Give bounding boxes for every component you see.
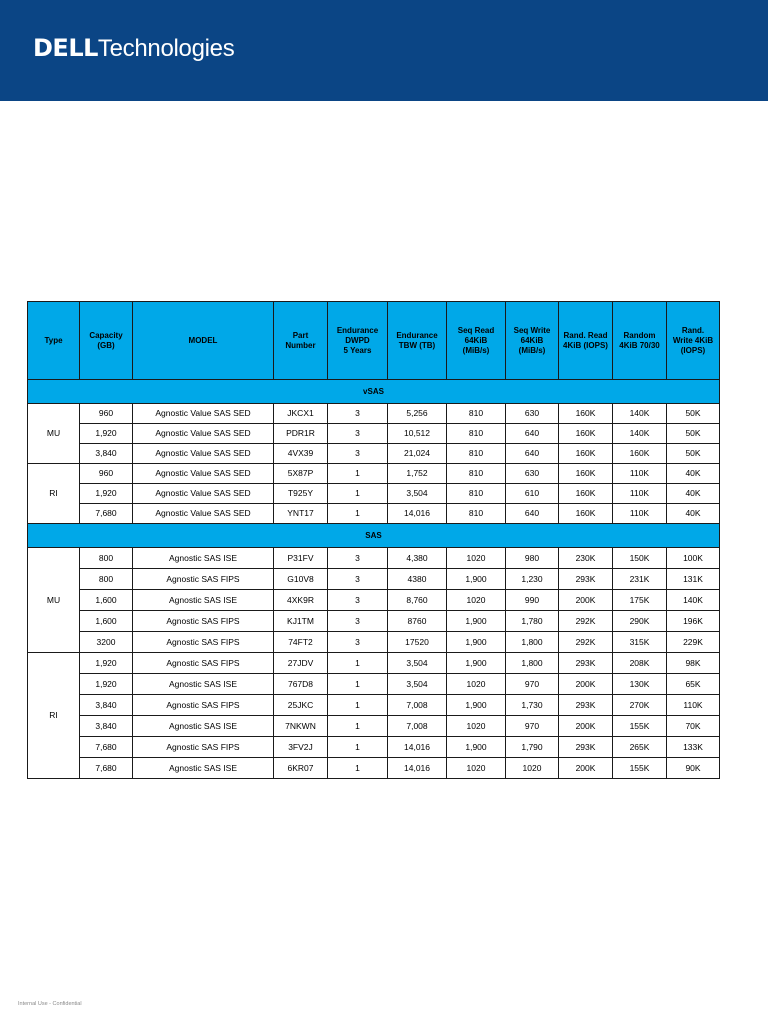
table-row	[28, 590, 720, 611]
table-cell: 200K	[559, 758, 613, 779]
table-cell: JKCX1	[274, 404, 328, 424]
table-cell: 3,840	[80, 695, 133, 716]
table-cell: 7,008	[388, 695, 447, 716]
table-cell: 3	[328, 404, 388, 424]
column-header-label: Endurance DWPD 5 Years	[336, 325, 379, 355]
ssd-spec-table	[27, 301, 720, 779]
table-cell: 3	[328, 444, 388, 464]
table-body	[28, 380, 720, 779]
table-cell: 3	[328, 611, 388, 632]
table-cell: 3FV2J	[274, 737, 328, 758]
table-row	[28, 444, 720, 464]
column-header	[80, 302, 133, 380]
table-cell: 230K	[559, 548, 613, 569]
table-cell: 70K	[667, 716, 720, 737]
table-cell: 140K	[667, 590, 720, 611]
table-cell: 640	[506, 444, 559, 464]
table-cell: 800	[80, 569, 133, 590]
table-cell: 810	[447, 404, 506, 424]
table-cell: 8760	[388, 611, 447, 632]
table-cell: 1020	[447, 716, 506, 737]
table-cell: 110K	[613, 504, 667, 524]
table-row	[28, 404, 720, 424]
table-cell: 40K	[667, 484, 720, 504]
table-cell: 208K	[613, 653, 667, 674]
column-header	[328, 302, 388, 380]
table-cell: 1,920	[80, 484, 133, 504]
table-cell: Agnostic SAS ISE	[133, 548, 274, 569]
table-cell: 1	[328, 504, 388, 524]
table-cell: 1020	[506, 758, 559, 779]
table-cell: 1	[328, 674, 388, 695]
table-cell: 14,016	[388, 737, 447, 758]
table-cell: 630	[506, 404, 559, 424]
section-row	[28, 380, 720, 404]
table-row	[28, 548, 720, 569]
table-cell: 1	[328, 695, 388, 716]
table-cell: 3,504	[388, 484, 447, 504]
table-cell: 1,920	[80, 653, 133, 674]
table-row	[28, 504, 720, 524]
table-cell: 990	[506, 590, 559, 611]
table-cell: 160K	[559, 404, 613, 424]
table-cell: 5,256	[388, 404, 447, 424]
table-cell: 160K	[613, 444, 667, 464]
column-header	[667, 302, 720, 380]
table-cell: Agnostic SAS FIPS	[133, 569, 274, 590]
table-cell: 1,752	[388, 464, 447, 484]
table-cell: 4380	[388, 569, 447, 590]
table-cell: 7,680	[80, 758, 133, 779]
table-cell: 1,900	[447, 611, 506, 632]
table-cell: 14,016	[388, 504, 447, 524]
table-cell: 21,024	[388, 444, 447, 464]
table-cell: 293K	[559, 653, 613, 674]
table-cell: 7,008	[388, 716, 447, 737]
column-header-label: MODEL	[188, 335, 218, 345]
table-cell: 3	[328, 548, 388, 569]
table-cell: 1	[328, 653, 388, 674]
table-row	[28, 464, 720, 484]
table-cell: 110K	[667, 695, 720, 716]
logo-brand: DELL	[33, 34, 98, 62]
table-cell: 131K	[667, 569, 720, 590]
table-cell: 65K	[667, 674, 720, 695]
column-header	[28, 302, 80, 380]
table-cell: 810	[447, 504, 506, 524]
table-cell: 1020	[447, 674, 506, 695]
column-header-label: Type	[44, 335, 63, 345]
table-cell: 1,900	[447, 653, 506, 674]
table-row	[28, 674, 720, 695]
table-cell: 1,230	[506, 569, 559, 590]
table-cell: 1,900	[447, 737, 506, 758]
header-bar	[0, 0, 768, 101]
table-cell: 10,512	[388, 424, 447, 444]
table-cell: Agnostic Value SAS SED	[133, 424, 274, 444]
table-cell: 27JDV	[274, 653, 328, 674]
footer-text: Internal Use - Confidential	[18, 1001, 82, 1007]
table-cell: 8,760	[388, 590, 447, 611]
table-cell: 800	[80, 548, 133, 569]
table-cell: 175K	[613, 590, 667, 611]
dell-technologies-logo	[33, 34, 234, 64]
table-cell: 3	[328, 632, 388, 653]
table-cell: 1,900	[447, 632, 506, 653]
table-cell: G10V8	[274, 569, 328, 590]
table-cell: 3,840	[80, 444, 133, 464]
table-cell: 4VX39	[274, 444, 328, 464]
table-cell: 90K	[667, 758, 720, 779]
table-cell: 160K	[559, 444, 613, 464]
table-cell: 970	[506, 716, 559, 737]
table-cell: 1,900	[447, 569, 506, 590]
table-cell: 3	[328, 424, 388, 444]
table-cell: 100K	[667, 548, 720, 569]
table-cell: 315K	[613, 632, 667, 653]
table-cell: T925Y	[274, 484, 328, 504]
type-cell: MU	[28, 548, 80, 653]
table-cell: 1,800	[506, 632, 559, 653]
table-cell: 980	[506, 548, 559, 569]
table-cell: Agnostic SAS FIPS	[133, 695, 274, 716]
table-cell: 1,790	[506, 737, 559, 758]
table-cell: 155K	[613, 758, 667, 779]
table-cell: 292K	[559, 632, 613, 653]
table-cell: 1020	[447, 548, 506, 569]
table-row	[28, 569, 720, 590]
table-cell: 229K	[667, 632, 720, 653]
table-cell: 960	[80, 404, 133, 424]
table-cell: 196K	[667, 611, 720, 632]
table-cell: 293K	[559, 569, 613, 590]
column-header	[447, 302, 506, 380]
table-cell: Agnostic SAS FIPS	[133, 632, 274, 653]
table-cell: P31FV	[274, 548, 328, 569]
section-label: SAS	[28, 524, 720, 548]
column-header	[133, 302, 274, 380]
table-cell: 160K	[559, 464, 613, 484]
table-cell: Agnostic SAS ISE	[133, 590, 274, 611]
table-cell: 1	[328, 758, 388, 779]
logo-suffix: Technologies	[97, 35, 235, 62]
table-cell: 50K	[667, 444, 720, 464]
table-cell: 810	[447, 484, 506, 504]
table-cell: Agnostic Value SAS SED	[133, 464, 274, 484]
table-cell: Agnostic SAS FIPS	[133, 611, 274, 632]
table-cell: 3,504	[388, 653, 447, 674]
table-cell: Agnostic SAS FIPS	[133, 653, 274, 674]
table-cell: 231K	[613, 569, 667, 590]
table-cell: 7,680	[80, 737, 133, 758]
column-header	[559, 302, 613, 380]
table-cell: 1020	[447, 590, 506, 611]
table-cell: 970	[506, 674, 559, 695]
table-cell: 1,730	[506, 695, 559, 716]
table-cell: 1	[328, 716, 388, 737]
table-cell: 270K	[613, 695, 667, 716]
table-cell: 17520	[388, 632, 447, 653]
table-cell: 160K	[559, 504, 613, 524]
table-cell: 810	[447, 424, 506, 444]
table-cell: 640	[506, 424, 559, 444]
table-cell: 160K	[559, 484, 613, 504]
table-cell: KJ1TM	[274, 611, 328, 632]
table-cell: 1,900	[447, 695, 506, 716]
table-row	[28, 484, 720, 504]
column-header	[388, 302, 447, 380]
section-row	[28, 524, 720, 548]
table-cell: Agnostic SAS ISE	[133, 758, 274, 779]
table-cell: 200K	[559, 590, 613, 611]
column-header-label: Seq Write 64KiB (MiB/s)	[513, 325, 551, 355]
type-cell: RI	[28, 653, 80, 779]
table-cell: Agnostic SAS ISE	[133, 716, 274, 737]
column-header-label: Rand. Write 4KiB (IOPS)	[672, 325, 714, 355]
table-cell: 3,504	[388, 674, 447, 695]
table-cell: Agnostic Value SAS SED	[133, 404, 274, 424]
table-cell: 150K	[613, 548, 667, 569]
table-cell: 767D8	[274, 674, 328, 695]
table-cell: 1020	[447, 758, 506, 779]
table-cell: 810	[447, 444, 506, 464]
table-cell: Agnostic SAS ISE	[133, 674, 274, 695]
column-header	[613, 302, 667, 380]
table-cell: 1	[328, 464, 388, 484]
table-row	[28, 611, 720, 632]
table-row	[28, 695, 720, 716]
table-cell: 1,600	[80, 590, 133, 611]
table-cell: 98K	[667, 653, 720, 674]
table-cell: 290K	[613, 611, 667, 632]
table-cell: 25JKC	[274, 695, 328, 716]
table-cell: 155K	[613, 716, 667, 737]
table-cell: YNT17	[274, 504, 328, 524]
type-cell: RI	[28, 464, 80, 524]
table-cell: 293K	[559, 695, 613, 716]
column-header	[274, 302, 328, 380]
table-cell: 3,840	[80, 716, 133, 737]
table-cell: 130K	[613, 674, 667, 695]
table-cell: 1,920	[80, 674, 133, 695]
table-cell: 1	[328, 484, 388, 504]
table-cell: 1	[328, 737, 388, 758]
column-header-label: Capacity (GB)	[89, 330, 123, 350]
table-row	[28, 716, 720, 737]
table-cell: 610	[506, 484, 559, 504]
table-cell: 40K	[667, 504, 720, 524]
table-cell: 140K	[613, 424, 667, 444]
table-cell: 74FT2	[274, 632, 328, 653]
table-row	[28, 424, 720, 444]
table-cell: Agnostic Value SAS SED	[133, 484, 274, 504]
table-cell: PDR1R	[274, 424, 328, 444]
table-cell: 960	[80, 464, 133, 484]
table-cell: 50K	[667, 424, 720, 444]
table-cell: 1,920	[80, 424, 133, 444]
table-cell: 200K	[559, 674, 613, 695]
section-label: vSAS	[28, 380, 720, 404]
table-cell: Agnostic SAS FIPS	[133, 737, 274, 758]
table-cell: 630	[506, 464, 559, 484]
table-row	[28, 737, 720, 758]
table-cell: 3	[328, 590, 388, 611]
table-row	[28, 653, 720, 674]
table-cell: 3	[328, 569, 388, 590]
table-cell: 5X87P	[274, 464, 328, 484]
table-cell: 640	[506, 504, 559, 524]
table-cell: 293K	[559, 737, 613, 758]
table-cell: 110K	[613, 464, 667, 484]
table-cell: 4,380	[388, 548, 447, 569]
table-cell: 265K	[613, 737, 667, 758]
table-cell: 133K	[667, 737, 720, 758]
column-header-label: Part Number	[285, 330, 316, 350]
table-cell: 50K	[667, 404, 720, 424]
column-header-label: Random 4KiB 70/30	[619, 330, 660, 350]
table-cell: 1,600	[80, 611, 133, 632]
table-cell: 6KR07	[274, 758, 328, 779]
table-cell: 292K	[559, 611, 613, 632]
table-header-row	[28, 302, 720, 380]
type-cell: MU	[28, 404, 80, 464]
table-cell: 40K	[667, 464, 720, 484]
table-cell: 1,800	[506, 653, 559, 674]
table-cell: Agnostic Value SAS SED	[133, 444, 274, 464]
table-cell: 110K	[613, 484, 667, 504]
table-cell: 200K	[559, 716, 613, 737]
table-cell: 140K	[613, 404, 667, 424]
table-cell: 7,680	[80, 504, 133, 524]
table-cell: Agnostic Value SAS SED	[133, 504, 274, 524]
column-header	[506, 302, 559, 380]
table-row	[28, 758, 720, 779]
column-header-label: Seq Read 64KiB (MiB/s)	[457, 325, 495, 355]
table-cell: 160K	[559, 424, 613, 444]
table-cell: 14,016	[388, 758, 447, 779]
table-cell: 4XK9R	[274, 590, 328, 611]
table-cell: 1,780	[506, 611, 559, 632]
table-cell: 3200	[80, 632, 133, 653]
table-cell: 7NKWN	[274, 716, 328, 737]
column-header-label: Endurance TBW (TB)	[396, 330, 438, 350]
column-header-label: Rand. Read 4KiB (IOPS)	[563, 330, 608, 350]
table-row	[28, 632, 720, 653]
table-cell: 810	[447, 464, 506, 484]
